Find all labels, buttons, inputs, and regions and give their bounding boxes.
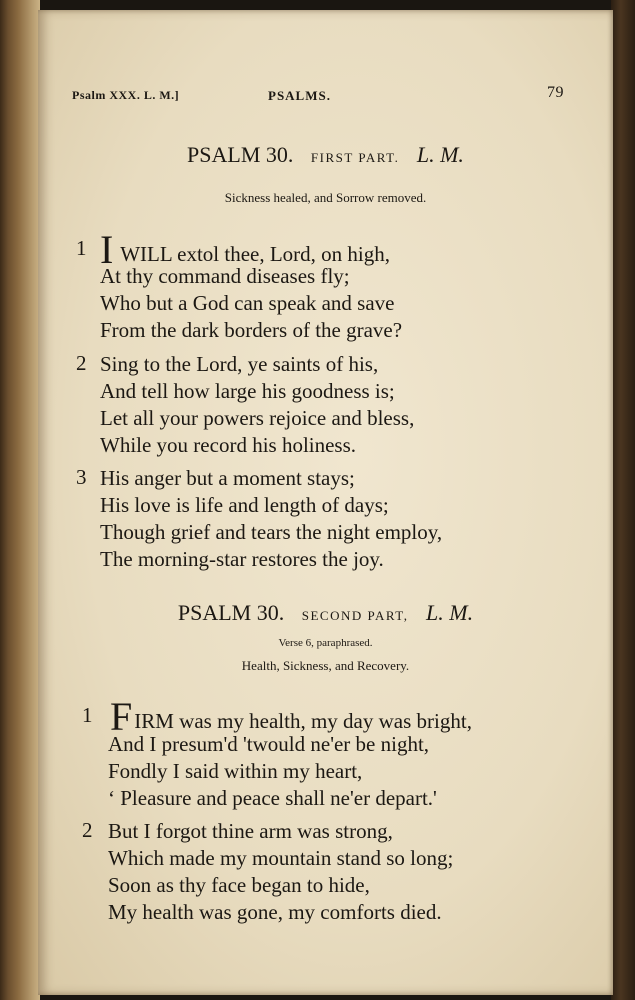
- book-spine-left: [0, 0, 40, 1000]
- verse-line: Sing to the Lord, ye saints of his,: [100, 352, 379, 376]
- psalm2-meter: L. M.: [426, 600, 474, 625]
- psalm2-title-text: PSALM 30.: [177, 600, 285, 625]
- running-head-left: Psalm XXX. L. M.]: [72, 88, 180, 102]
- verse-line: Fondly I said within my heart,: [108, 759, 363, 783]
- book-page: [38, 10, 613, 995]
- drop-cap: F: [110, 694, 133, 739]
- verse-line: At thy command diseases fly;: [100, 264, 350, 288]
- book-edge-right: [611, 0, 635, 1000]
- verse-line: ‘ Pleasure and peace shall ne'er depart.': [108, 786, 437, 810]
- verse-line-text: WILL extol thee, Lord, on high,: [115, 242, 391, 266]
- verse-line: And I presum'd 'twould ne'er be night,: [108, 732, 430, 756]
- running-head-center: PSALMS.: [268, 88, 331, 103]
- verse-line: And tell how large his goodness is;: [100, 379, 395, 403]
- verse-line: The morning-star restores the joy.: [100, 547, 384, 571]
- verse-line-text: IRM was my health, my day was bright,: [134, 709, 472, 733]
- stanza-number: 1: [82, 703, 93, 727]
- stanza-number: 2: [76, 351, 87, 375]
- running-head: [72, 84, 564, 108]
- verse-line: But I forgot thine arm was strong,: [108, 819, 393, 843]
- psalm2-title: [38, 600, 613, 626]
- verse-line: From the dark borders of the grave?: [100, 318, 403, 342]
- psalm1-part: FIRST PART.: [310, 150, 400, 165]
- psalm1-subtitle: Sickness healed, and Sorrow removed.: [224, 190, 427, 205]
- psalm1-title-text: PSALM 30.: [187, 142, 294, 167]
- verse-line: While you record his holiness.: [100, 433, 357, 457]
- page-number: 79: [547, 84, 564, 101]
- verse-line: Let all your powers rejoice and bless,: [100, 406, 415, 430]
- verse-line: His love is life and length of days;: [100, 493, 389, 517]
- verse-line: Which made my mountain stand so long;: [108, 846, 454, 870]
- verse-line: Though grief and tears the night employ,: [100, 520, 443, 544]
- stanza-number: 1: [76, 236, 87, 260]
- stanza-number: 3: [76, 465, 87, 489]
- psalm1-title: [38, 142, 613, 168]
- stanza-number: 2: [82, 818, 93, 842]
- psalm2-note: Verse 6, paraphrased.: [278, 637, 373, 649]
- psalm2-part: SECOND PART,: [301, 608, 409, 623]
- verse-line: Soon as thy face began to hide,: [108, 873, 370, 897]
- verse-line: My health was gone, my comforts died.: [108, 900, 442, 924]
- drop-cap: I: [100, 227, 114, 272]
- psalm2-subtitle: Health, Sickness, and Recovery.: [241, 658, 410, 673]
- verse-line: Who but a God can speak and save: [100, 291, 395, 315]
- verse-line: His anger but a moment stays;: [100, 466, 355, 490]
- psalm1-meter: L. M.: [416, 142, 464, 167]
